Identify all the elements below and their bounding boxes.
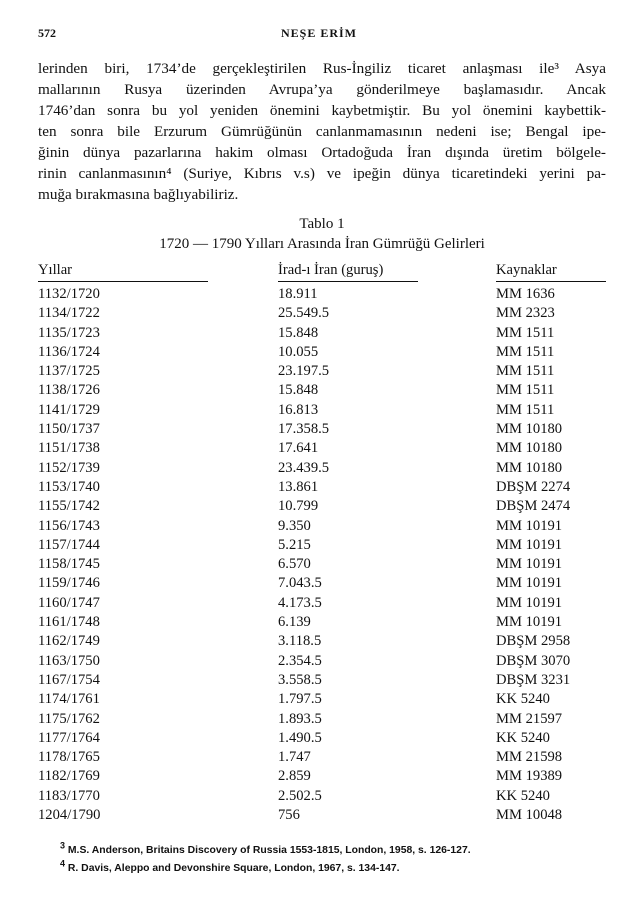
cell-year: 1177/1764 — [38, 729, 100, 746]
cell-year: 1160/1747 — [38, 594, 100, 611]
cell-amount: 1.797.5 — [278, 691, 322, 708]
cell-year: 1132/1720 — [38, 286, 100, 302]
cell-source: DBŞM 2274 — [496, 478, 571, 495]
cell-source: DBŞM 3070 — [496, 652, 571, 669]
cell-year: 1151/1738 — [38, 440, 100, 457]
footnote-mark: 3 — [60, 840, 66, 851]
table-row — [38, 401, 606, 420]
cell-source: MM 1511 — [496, 363, 555, 380]
cell-source: MM 19389 — [496, 768, 563, 785]
cell-amount: 16.813 — [278, 401, 319, 418]
cell-amount: 7.043.5 — [278, 575, 322, 592]
cell-amount: 17.358.5 — [278, 421, 330, 438]
cell-source: MM 10191 — [496, 536, 563, 553]
cell-year: 1174/1761 — [38, 691, 100, 708]
table-title: 1720 — 1790 Yılları Arasında İran Gümrüğü Gelirleri — [159, 236, 485, 252]
table-header-row — [38, 262, 606, 285]
table-row — [38, 574, 606, 593]
table-row — [38, 690, 606, 709]
cell-amount: 23.439.5 — [278, 459, 330, 476]
table-row — [38, 439, 606, 458]
cell-amount: 4.173.5 — [278, 594, 322, 611]
cell-year: 1152/1739 — [38, 459, 100, 476]
cell-source: MM 10191 — [496, 556, 563, 573]
cell-amount: 6.139 — [278, 614, 311, 631]
cell-amount: 1.747 — [278, 749, 311, 766]
table-label: Tablo 1 — [299, 216, 345, 232]
body-line: lerinden biri, 1734’de gerçekleştirilen Rus-İngiliz ticaret anlaşması ile³ Asya — [38, 60, 606, 77]
cell-source: MM 10180 — [496, 440, 563, 457]
cell-year: 1136/1724 — [38, 343, 100, 360]
table-row — [38, 652, 606, 671]
cell-amount: 3.118.5 — [278, 633, 322, 650]
cell-amount: 18.911 — [278, 286, 318, 302]
cell-year: 1162/1749 — [38, 633, 100, 650]
cell-amount: 25.549.5 — [278, 305, 330, 322]
cell-year: 1155/1742 — [38, 498, 100, 515]
cell-source: MM 1636 — [496, 286, 555, 302]
cell-year: 1204/1790 — [38, 807, 101, 824]
cell-amount: 3.558.5 — [278, 671, 322, 688]
cell-amount: 756 — [278, 807, 300, 824]
cell-amount: 2.859 — [278, 768, 311, 785]
cell-source: DBŞM 2958 — [496, 633, 571, 650]
page-number: 572 — [38, 26, 56, 40]
cell-amount: 15.848 — [278, 324, 319, 341]
table-row — [38, 748, 606, 767]
cell-year: 1141/1729 — [38, 401, 100, 418]
cell-source: MM 10048 — [496, 807, 563, 824]
cell-year: 1163/1750 — [38, 652, 100, 669]
table-row — [38, 343, 606, 362]
table-row — [38, 787, 606, 806]
cell-amount: 1.893.5 — [278, 710, 322, 727]
cell-year: 1138/1726 — [38, 382, 100, 399]
footnote — [60, 860, 600, 878]
cell-amount: 10.055 — [278, 343, 319, 360]
footnote-mark: 4 — [60, 858, 66, 869]
cell-amount: 13.861 — [278, 478, 319, 495]
table-row — [38, 767, 606, 786]
cell-amount: 1.490.5 — [278, 729, 322, 746]
table-row — [38, 632, 606, 651]
cell-source: MM 10180 — [496, 459, 563, 476]
revenue-table — [38, 262, 606, 825]
table-row — [38, 285, 606, 304]
body-paragraph — [38, 58, 606, 205]
cell-amount: 9.350 — [278, 517, 311, 534]
body-line: 1746’dan sonra bu yol yeniden önemini kaybetmiştir. Bu yol önemini kaybettik- — [38, 102, 606, 119]
table-body — [38, 285, 606, 825]
cell-source: MM 1511 — [496, 382, 555, 399]
table-row — [38, 362, 606, 381]
cell-year: 1182/1769 — [38, 768, 100, 785]
cell-source: KK 5240 — [496, 787, 550, 804]
header-sources: Kaynaklar — [466, 262, 606, 285]
cell-year: 1175/1762 — [38, 710, 100, 727]
table-row — [38, 420, 606, 439]
cell-source: MM 10191 — [496, 614, 563, 631]
running-head: NEŞE ERİM — [280, 26, 357, 40]
table-row — [38, 536, 606, 555]
body-line: ten sonra bile Erzurum Gümrüğünün canlanmamasının nedeni ise; Bengal ipe- — [38, 123, 606, 140]
table-row — [38, 613, 606, 632]
table-row — [38, 710, 606, 729]
cell-amount: 23.197.5 — [278, 363, 330, 380]
cell-source: MM 21597 — [496, 710, 563, 727]
table-row — [38, 729, 606, 748]
cell-source: MM 10191 — [496, 517, 563, 534]
cell-source: DBŞM 3231 — [496, 671, 571, 688]
cell-year: 1178/1765 — [38, 749, 100, 766]
cell-amount: 10.799 — [278, 498, 319, 515]
table-row — [38, 517, 606, 536]
cell-amount: 5.215 — [278, 536, 311, 553]
table-row — [38, 806, 606, 825]
table-row — [38, 324, 606, 343]
cell-source: MM 10180 — [496, 421, 563, 438]
body-line: mallarının Rusya üzerinden Avrupa’ya gönderilmeye başlamasıdır. Ancak — [38, 81, 606, 98]
cell-amount: 6.570 — [278, 556, 311, 573]
cell-source: KK 5240 — [496, 691, 550, 708]
table-row — [38, 594, 606, 613]
cell-amount: 2.502.5 — [278, 787, 322, 804]
cell-year: 1134/1722 — [38, 305, 100, 322]
cell-source: MM 2323 — [496, 305, 555, 322]
body-line: rinin canlanmasının⁴ (Suriye, Kıbrıs v.s) ve ipeğin dünya ticaretindeki yerini pa- — [38, 165, 606, 182]
cell-year: 1137/1725 — [38, 363, 100, 380]
footnotes — [60, 842, 600, 878]
cell-source: MM 21598 — [496, 749, 563, 766]
cell-source: MM 10191 — [496, 575, 563, 592]
cell-source: MM 1511 — [496, 324, 555, 341]
cell-source: MM 1511 — [496, 343, 555, 360]
table-caption — [38, 214, 606, 254]
cell-source: MM 10191 — [496, 594, 563, 611]
table-row — [38, 555, 606, 574]
body-line: muğa bırakmasına bağlıyabiliriz. — [38, 186, 239, 203]
footnote-text: M.S. Anderson, Britains Discovery of Russia 1553-1815, London, 1958, s. 126-127. — [67, 845, 471, 856]
cell-source: MM 1511 — [496, 401, 555, 418]
cell-year: 1135/1723 — [38, 324, 100, 341]
header-years: Yıllar — [38, 262, 208, 285]
body-line: ğinin dünya pazarlarına hakim olması Ortadoğuda İran dışında üretim bölgele- — [38, 144, 606, 161]
page-header — [38, 26, 600, 44]
cell-amount: 15.848 — [278, 382, 319, 399]
cell-source: DBŞM 2474 — [496, 498, 571, 515]
cell-year: 1153/1740 — [38, 478, 100, 495]
cell-year: 1158/1745 — [38, 556, 100, 573]
table-row — [38, 381, 606, 400]
footnote-text: R. Davis, Aleppo and Devonshire Square, London, 1967, s. 134-147. — [67, 863, 400, 874]
cell-year: 1157/1744 — [38, 536, 100, 553]
table-row — [38, 478, 606, 497]
cell-source: KK 5240 — [496, 729, 550, 746]
cell-year: 1161/1748 — [38, 614, 100, 631]
table-row — [38, 671, 606, 690]
cell-year: 1159/1746 — [38, 575, 100, 592]
table-row — [38, 304, 606, 323]
footnote — [60, 842, 600, 860]
cell-year: 1150/1737 — [38, 421, 100, 438]
cell-amount: 2.354.5 — [278, 652, 322, 669]
header-amount: İrad-ı İran (guruş) — [208, 262, 466, 285]
table-row — [38, 497, 606, 516]
cell-year: 1183/1770 — [38, 787, 100, 804]
cell-amount: 17.641 — [278, 440, 319, 457]
cell-year: 1167/1754 — [38, 671, 100, 688]
table-row — [38, 459, 606, 478]
cell-year: 1156/1743 — [38, 517, 100, 534]
